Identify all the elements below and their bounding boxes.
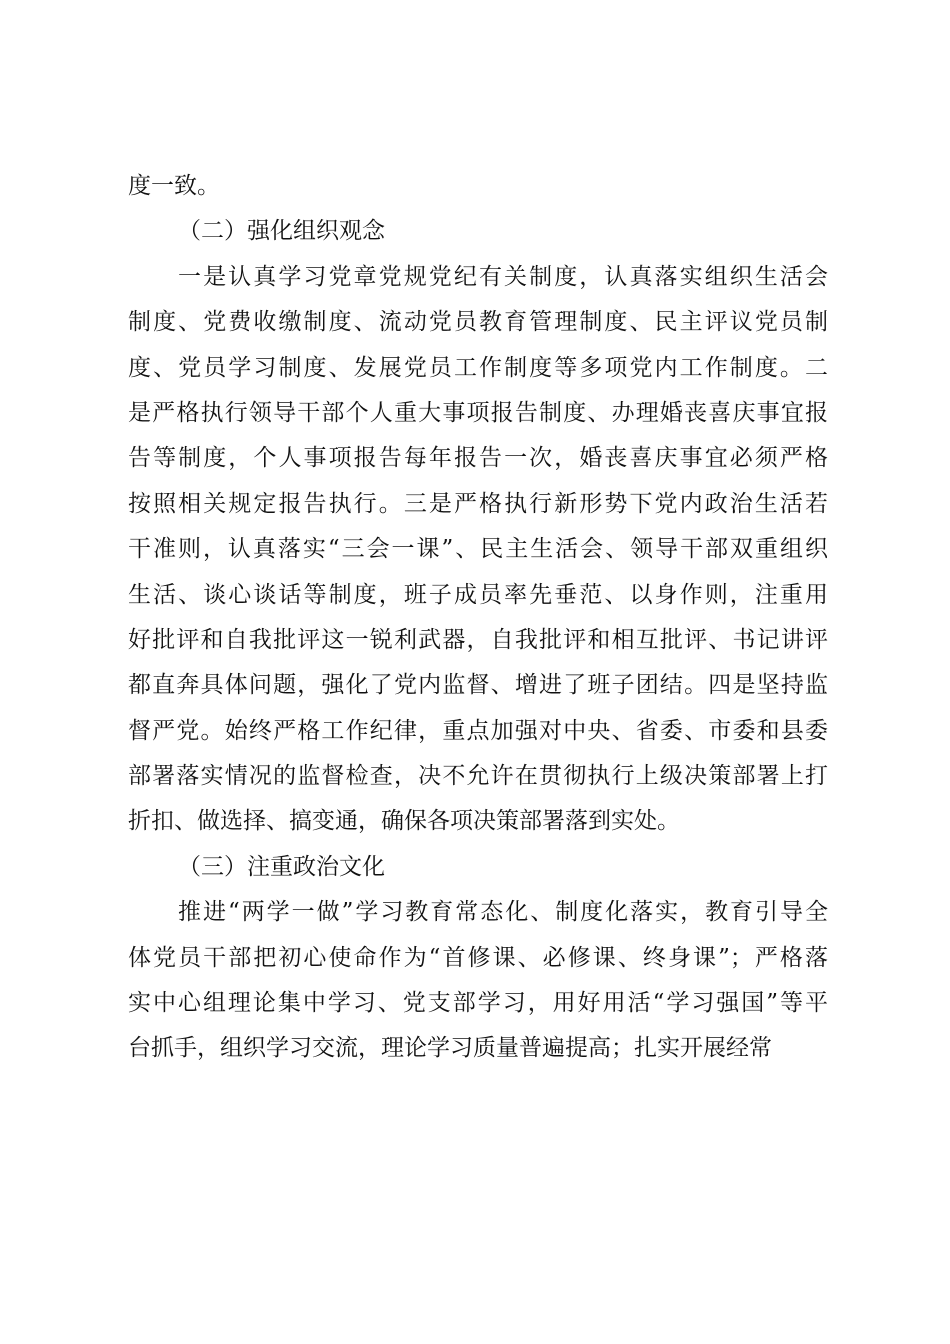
text-line: 告等制度，个人事项报告每年报告一次，婚丧喜庆事宜必须严格 bbox=[128, 445, 828, 472]
document-body bbox=[128, 164, 828, 1072]
text-line: 一是认真学习党章党规党纪有关制度，认真落实组织生活会 bbox=[178, 263, 828, 290]
text-line: 好批评和自我批评这一锐利武器，自我批评和相互批评、书记讲评 bbox=[128, 626, 828, 653]
text-line: 体党员干部把初心使命作为“首修课、必修课、终身课”；严格落 bbox=[128, 944, 828, 971]
text-line: 部署落实情况的监督检查，决不允许在贯彻执行上级决策部署上打 bbox=[128, 763, 828, 790]
text-line: 台抓手，组织学习交流，理论学习质量普遍提高；扎实开展经常 bbox=[128, 1035, 772, 1062]
text-line: 度、党员学习制度、发展党员工作制度等多项党内工作制度。二 bbox=[128, 354, 828, 381]
text-line: 折扣、做选择、搞变通，确保各项决策部署落到实处。 bbox=[128, 808, 680, 835]
text-line: 实中心组理论集中学习、党支部学习，用好用活“学习强国”等平 bbox=[128, 990, 828, 1017]
text-line: 都直奔具体问题，强化了党内监督、增进了班子团结。四是坚持监 bbox=[128, 672, 828, 699]
text-line: 推进“两学一做”学习教育常态化、制度化落实，教育引导全 bbox=[178, 899, 828, 926]
text-line: 是严格执行领导干部个人重大事项报告制度、办理婚丧喜庆事宜报 bbox=[128, 399, 828, 426]
section-heading: （三）注重政治文化 bbox=[178, 853, 385, 880]
text-line: 督严党。始终严格工作纪律，重点加强对中央、省委、市委和县委 bbox=[128, 717, 828, 744]
paragraph bbox=[128, 255, 828, 845]
paragraph bbox=[128, 890, 828, 1072]
continuation-line: 度一致。 bbox=[128, 173, 220, 199]
section-heading: （二）强化组织观念 bbox=[178, 218, 385, 245]
text-line: 干准则，认真落实“三会一课”、民主生活会、领导干部双重组织 bbox=[128, 536, 828, 563]
text-line: 按照相关规定报告执行。三是严格执行新形势下党内政治生活若 bbox=[128, 490, 828, 517]
text-line: 生活、谈心谈话等制度，班子成员率先垂范、以身作则，注重用 bbox=[128, 581, 828, 608]
text-line: 制度、党费收缴制度、流动党员教育管理制度、民主评议党员制 bbox=[128, 309, 828, 336]
